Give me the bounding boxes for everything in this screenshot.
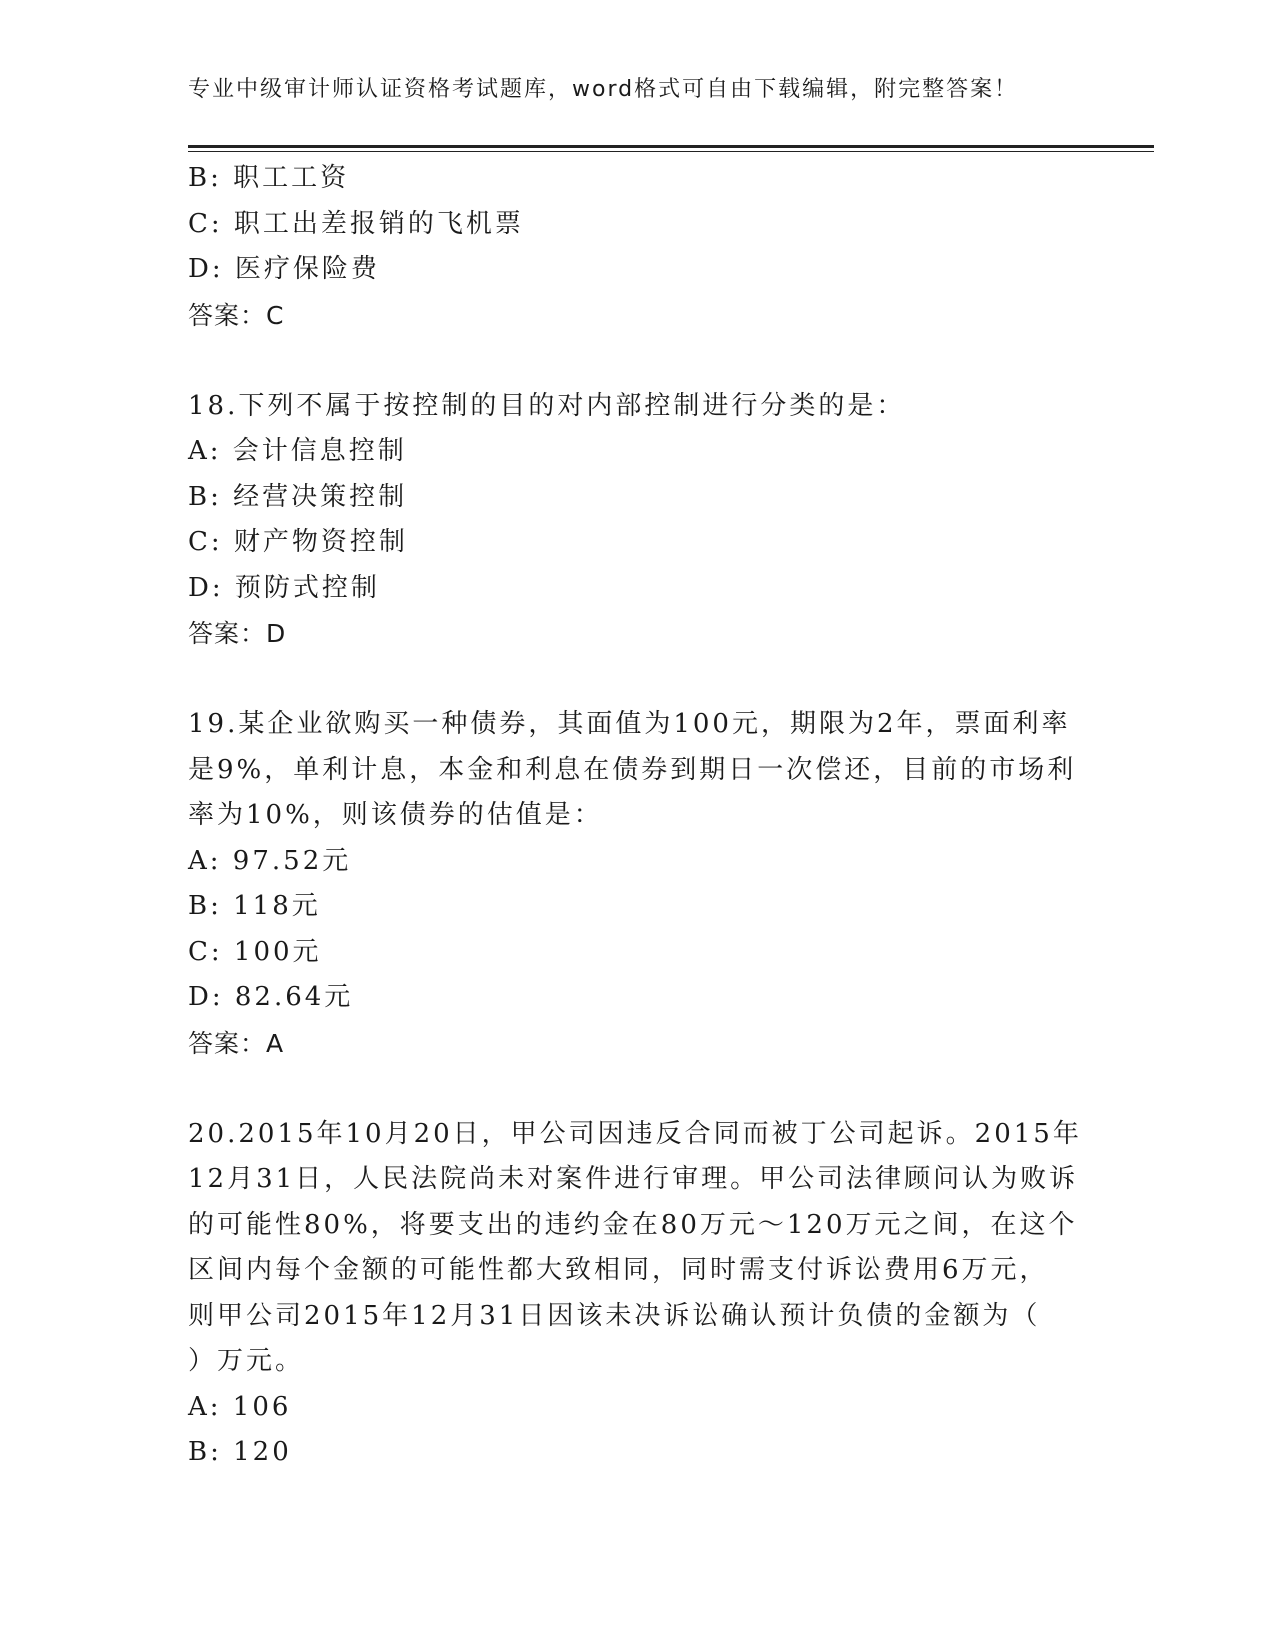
question-17 (188, 156, 1088, 338)
option-a: A: 106 (188, 1391, 292, 1422)
option-c: C: 职工出差报销的飞机票 (188, 208, 524, 239)
question-stem: 的可能性80%，将要支出的违约金在80万元～120万元之间，在这个 (188, 1209, 1078, 1240)
option-b: B: 职工工资 (188, 163, 350, 193)
question-stem: 12月31日，人民法院尚未对案件进行审理。甲公司法律顾问认为败诉 (188, 1164, 1079, 1194)
option-d: D: 82.64元 (188, 982, 354, 1012)
option-d: D: 预防式控制 (188, 572, 380, 603)
option-b: B: 经营决策控制 (188, 481, 408, 512)
question-stem: 区间内每个金额的可能性都大致相同，同时需支付诉讼费用6万元， (188, 1255, 1049, 1285)
option-a: A: 97.52元 (188, 845, 352, 876)
header-rule (188, 145, 1154, 148)
exam-content (188, 156, 1088, 1476)
question-stem: 率为10%，则该债券的估值是： (188, 800, 603, 830)
question-19 (188, 702, 1088, 1066)
question-18 (188, 384, 1088, 657)
answer: 答案：C (188, 300, 285, 330)
question-stem: 则甲公司2015年12月31日因该未决诉讼确认预计负债的金额为（ (188, 1300, 1041, 1331)
page-header: 专业中级审计师认证资格考试题库，word格式可自由下载编辑，附完整答案！ (188, 77, 1019, 102)
question-stem: 20.2015年10月20日，甲公司因违反合同而被丁公司起诉。2015年 (188, 1118, 1082, 1149)
option-d: D: 医疗保险费 (188, 254, 380, 284)
question-stem: 18.下列不属于按控制的目的对内部控制进行分类的是： (188, 390, 906, 421)
question-stem: ）万元。 (188, 1346, 305, 1376)
option-b: B: 118元 (188, 891, 321, 921)
option-c: C: 财产物资控制 (188, 527, 408, 557)
header-rule-thin (188, 151, 1154, 152)
question-stem: 19.某企业欲购买一种债券，其面值为100元，期限为2年，票面利率 (188, 709, 1071, 739)
question-stem: 是9%，单利计息，本金和利息在债券到期日一次偿还，目前的市场利 (188, 754, 1077, 785)
option-a: A: 会计信息控制 (188, 436, 407, 466)
option-b: B: 120 (188, 1437, 292, 1467)
option-c: C: 100元 (188, 936, 322, 967)
answer: 答案：A (188, 1028, 285, 1058)
answer: 答案：D (188, 619, 287, 648)
question-20 (188, 1112, 1088, 1476)
